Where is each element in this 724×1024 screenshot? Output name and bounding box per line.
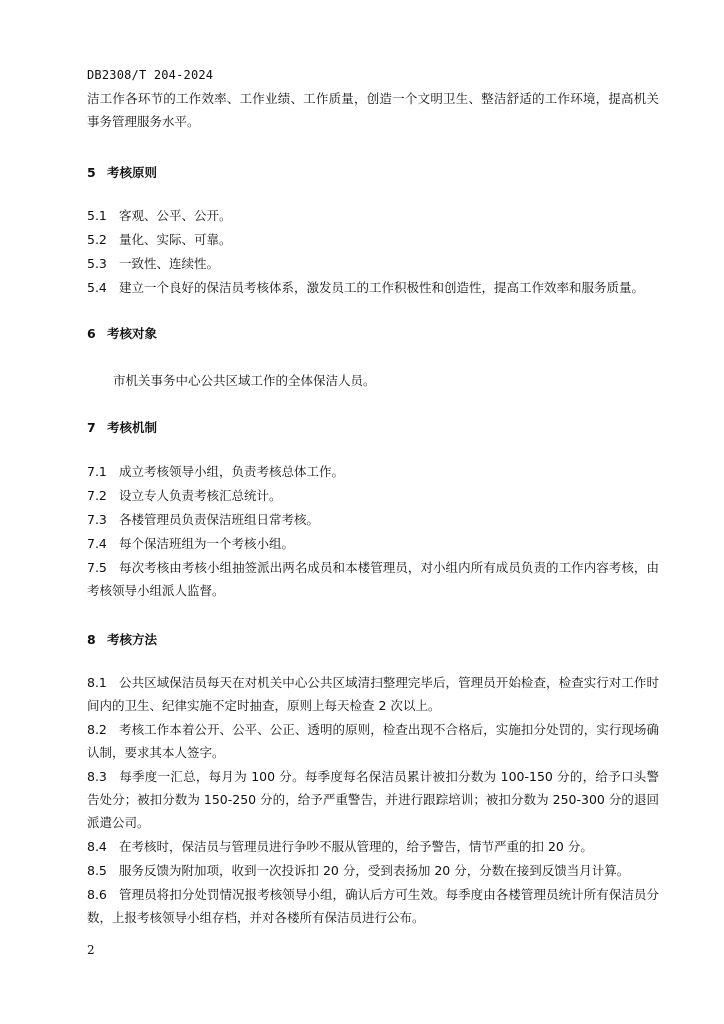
item-text: 在考核时，保洁员与管理员进行争吵不服从管理的，给予警告，情节严重的扣 20 分。 bbox=[119, 839, 593, 854]
section-title: 考核方法 bbox=[107, 632, 158, 647]
section-title: 考核对象 bbox=[107, 326, 158, 341]
item-text: 每个保洁班组为一个考核小组。 bbox=[119, 536, 295, 551]
section-7-heading bbox=[87, 418, 157, 436]
item-5-2 bbox=[87, 228, 659, 251]
item-7-2 bbox=[87, 484, 659, 507]
item-text: 每季度一汇总，每月为 100 分。每季度每名保洁员累计被扣分数为 100-150 分的，给予口头警告处分；被扣分数为 150-250 分的，给予严重警告，并进行跟踪培训；被扣分数为 250-300 分的退回派遣公司。 bbox=[87, 769, 659, 830]
section-8-heading bbox=[87, 630, 157, 648]
section-title: 考核机制 bbox=[107, 420, 158, 435]
item-text: 各楼管理员负责保洁班组日常考核。 bbox=[119, 512, 320, 527]
item-number: 7.3 bbox=[87, 512, 107, 527]
item-5-4 bbox=[87, 276, 659, 299]
item-number: 8.5 bbox=[87, 863, 107, 878]
item-number: 5.2 bbox=[87, 232, 107, 247]
item-number: 7.5 bbox=[87, 560, 107, 575]
item-5-3 bbox=[87, 252, 659, 275]
standard-code: DB2308/T 204-2024 bbox=[87, 68, 214, 82]
intro-paragraph: 洁工作各环节的工作效率、工作业绩、工作质量，创造一个文明卫生、整洁舒适的工作环境，提高机关事务管理服务水平。 bbox=[87, 91, 659, 129]
item-number: 5.4 bbox=[87, 280, 107, 295]
section-number: 8 bbox=[87, 632, 96, 647]
item-text: 公共区域保洁员每天在对机关中心公共区域清扫整理完毕后，管理员开始检查，检查实行对工作时间内的卫生、纪律实施不定时抽查，原则上每天检查 2 次以上。 bbox=[87, 675, 659, 713]
item-8-5 bbox=[87, 859, 659, 882]
item-7-4 bbox=[87, 532, 659, 555]
section-6-text: 市机关事务中心公共区域工作的全体保洁人员。 bbox=[113, 373, 376, 388]
item-8-6 bbox=[87, 883, 659, 929]
section-number: 5 bbox=[87, 165, 96, 180]
item-number: 8.6 bbox=[87, 887, 107, 902]
item-text: 客观、公平、公开。 bbox=[119, 208, 232, 223]
item-number: 5.3 bbox=[87, 256, 107, 271]
item-7-5 bbox=[87, 556, 659, 602]
item-number: 7.1 bbox=[87, 464, 107, 479]
section-number: 7 bbox=[87, 420, 96, 435]
item-text: 设立专人负责考核汇总统计。 bbox=[119, 488, 282, 503]
item-8-1 bbox=[87, 671, 659, 717]
item-number: 5.1 bbox=[87, 208, 107, 223]
item-number: 8.2 bbox=[87, 722, 107, 737]
item-text: 考核工作本着公开、公平、公正、透明的原则，检查出现不合格后，实施扣分处罚的，实行现场确认制，要求其本人签字。 bbox=[87, 722, 659, 760]
item-text: 建立一个良好的保洁员考核体系，激发员工的工作积极性和创造性，提高工作效率和服务质量。 bbox=[119, 280, 645, 295]
item-text: 一致性、连续性。 bbox=[119, 256, 220, 271]
page-number: 2 bbox=[87, 943, 95, 957]
item-number: 7.2 bbox=[87, 488, 107, 503]
section-number: 6 bbox=[87, 326, 96, 341]
item-text: 管理员将扣分处罚情况报考核领导小组，确认后方可生效。每季度由各楼管理员统计所有保洁员分数，上报考核领导小组存档，并对各楼所有保洁员进行公布。 bbox=[87, 887, 659, 925]
item-number: 8.4 bbox=[87, 839, 107, 854]
item-8-4 bbox=[87, 835, 659, 858]
item-number: 8.3 bbox=[87, 769, 107, 784]
item-8-2 bbox=[87, 718, 659, 764]
item-number: 7.4 bbox=[87, 536, 107, 551]
section-6-heading bbox=[87, 324, 157, 342]
item-text: 每次考核由考核小组抽签派出两名成员和本楼管理员，对小组内所有成员负责的工作内容考核，由考核领导小组派人监督。 bbox=[87, 560, 659, 598]
item-7-1 bbox=[87, 460, 659, 483]
item-8-3 bbox=[87, 765, 659, 834]
section-5-heading bbox=[87, 163, 157, 181]
item-number: 8.1 bbox=[87, 675, 107, 690]
item-text: 服务反馈为附加项，收到一次投诉扣 20 分，受到表扬加 20 分，分数在接到反馈当月计算。 bbox=[119, 863, 630, 878]
section-title: 考核原则 bbox=[107, 165, 158, 180]
item-text: 量化、实际、可靠。 bbox=[119, 232, 232, 247]
item-7-3 bbox=[87, 508, 659, 531]
item-5-1 bbox=[87, 204, 659, 227]
item-text: 成立考核领导小组，负责考核总体工作。 bbox=[119, 464, 345, 479]
